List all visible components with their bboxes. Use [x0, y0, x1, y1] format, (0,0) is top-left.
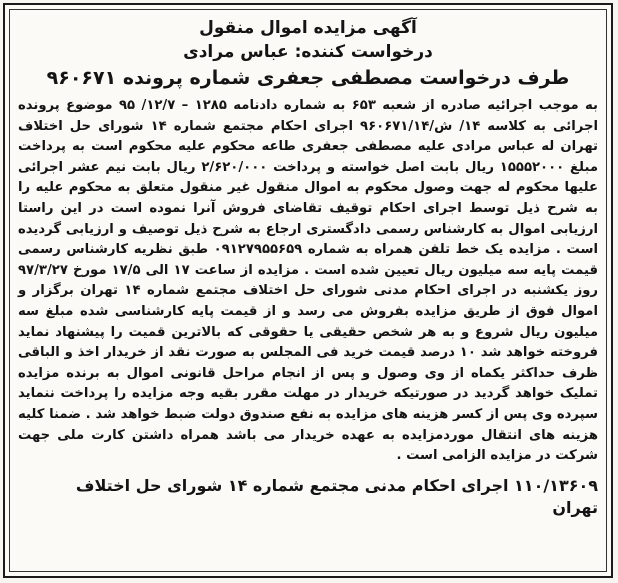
- respondent-case-line: طرف درخواست مصطفی جعفری شماره پرونده ۹۶۰۶۷۱: [46, 67, 570, 89]
- notice-title: آگهی مزایده اموال منقول: [199, 18, 417, 38]
- notice-body: به موجب اجرائیه صادره از شعبه ۶۵۳ به شماره دادنامه ۱۲۸۵ – ۱۲/۷/ ۹۵ موضوع پرونده اجرائی به کلاسه ۱۴/ ش/۹۶۰۶۷۱/۱۴ اجرای احکام مجتمع شماره ۱۴ شورای حل اختلاف تهران له عباس مرادی علیه مصطفی جعفری طاعه محکوم علیه محکوم است به پرداخت مبلغ ۱۵۵۵۲۰۰۰ ریال بابت اصل خواسته و پرداخت ۲/۶۲۰/۰۰۰ ریال بابت نیم عشر اجرائی علیها محکوم له جهت وصول محکوم به اموال منقول غیر منقول متعلق به محکوم علیه را به شرح ذیل توسط اجرای احکام توقیف تقاضای فروش آنرا نموده است در این راستا ارزیابی اموال به کارشناس رسمی دادگستری ارجاع به شرح ذیل توصیف و ارزیابی گردیده است . مزایده یک خط تلفن همراه به شماره ۰۹۱۲۷۹۵۵۶۵۹ طبق نظریه کارشناس رسمی قیمت پایه سه میلیون ریال تعیین شده است . مزایده از ساعت ۱۷ الی ۱۷/۵ مورخ ۹۷/۳/۲۷ روز یکشنبه در اجرای احکام مدنی شورای حل اختلاف مجتمع شماره ۱۴ تهران برگزار و اموال فوق از طریق مزایده بفروش می رسد و از قیمت پایه کارشناسی شده مبلغ سه میلیون ریال شروع و به هر شخص حقیقی یا حقوقی که بالاترین قمیت را پیشنهاد نماید فروخته خواهد شد ۱۰ درصد قیمت خرید فی المجلس به صورت نقد از خریدار اخذ و الباقی ظرف حداکثر یکماه از وی وصول و پس از انجام مراحل قانونی اموال به برنده مزایده تملیک خواهد گردید در صورتیکه خریدار در مهلت مقرر بقیه وجه مزایده را پرداخت ننماید سپرده وی پس از کسر هزینه های مزایده به نفع صندوق دولت ضبط خواهد شد . ضمنا کلیه هزینه های انتقال موردمزایده به عهده خریدار می باشد همراه داشتن کارت ملی جهت شرکت در مزایده الزامی است .: [18, 98, 599, 464]
- notice-inner-border: [9, 9, 607, 572]
- notice-frame: [3, 3, 613, 578]
- issuer-line: ۱۱۰/۱۳۶۰۹ اجرای احکام مدنی مجتمع شماره ۱۴ شورای حل اختلاف: [75, 475, 598, 495]
- applicant-line: درخواست کننده: عباس مرادی: [183, 42, 433, 62]
- issuer-city: تهران: [552, 497, 598, 517]
